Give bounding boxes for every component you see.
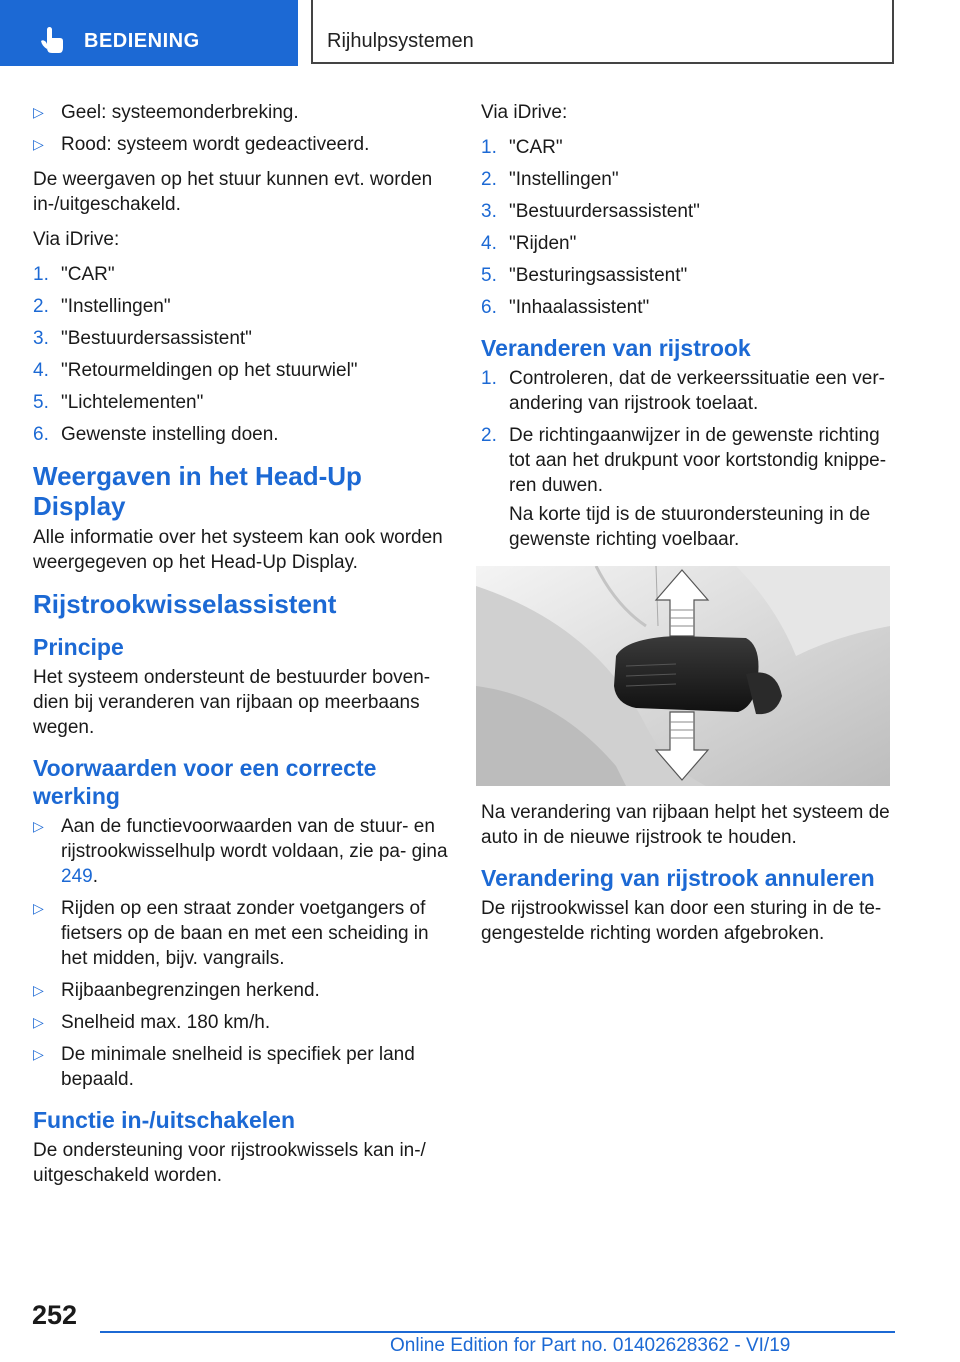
page-header: [0, 0, 960, 66]
triangle-right-icon: ▷: [33, 818, 44, 834]
heading-principe: Principe: [33, 634, 124, 660]
heading-assistent: Rijstrookwisselassistent: [33, 589, 337, 619]
footer-divider: [100, 1331, 895, 1333]
heading-annuleren: Verandering van rijstrook annuleren: [481, 865, 875, 891]
list-item: 1. Controleren, dat de verkeerssituatie een ver- andering van rijstrook toelaat.: [481, 368, 885, 414]
conditions-list: [33, 814, 448, 1092]
page-number: 252: [32, 1300, 78, 1330]
heading-hud: Weergaven in het Head-Up Display: [33, 461, 362, 521]
change-steps: [481, 366, 896, 552]
via-idrive-label: Via iDrive:: [481, 102, 568, 123]
triangle-right-icon: ▷: [33, 1046, 44, 1062]
heading-veranderen: Veranderen van rijstrook: [481, 335, 751, 361]
list-item: ▷ Snelheid max. 180 km/h.: [33, 1012, 271, 1033]
list-item: 3. "Bestuurdersassistent": [481, 201, 700, 222]
list-item: 5. "Lichtelementen": [33, 392, 204, 413]
list-item: ▷ Aan de functievoorwaarden van de stuur- en rijstrookwisselhulp wordt voldaan, zie pa- gina 249.: [33, 816, 448, 887]
list-item: 4. "Retourmeldingen op het stuurwiel": [33, 360, 358, 381]
edition-text: Online Edition for Part no. 01402628362 - VI/19: [390, 1335, 791, 1356]
triangle-right-icon: ▷: [33, 982, 44, 998]
list-item: 6. "Inhaalassistent": [481, 297, 650, 318]
section-label: BEDIENING: [84, 30, 200, 52]
section-tab: [0, 0, 298, 66]
list-item: ▷ Geel: systeemonderbreking.: [33, 102, 299, 123]
page-link[interactable]: 249: [61, 866, 93, 887]
list-item: 4. "Rijden": [481, 233, 577, 254]
list-item: 5. "Besturingsassistent": [481, 265, 688, 286]
right-column: [481, 100, 896, 956]
heading-voorwaarden: Voorwaarden voor een correcte werking: [33, 755, 377, 809]
list-item: 2. De richtingaanwijzer in de gewenste richting tot aan het drukpunt voor kortstondig knippe- ren duwen. Na korte tijd is de stuurondersteuning in de gewenste richting voelbaar.: [481, 423, 896, 552]
list-item: 1. "CAR": [33, 264, 115, 285]
paragraph-annuleren: De rijstrookwissel kan door een sturing in de te- gengestelde richting worden afgebroken.: [481, 898, 882, 944]
triangle-right-icon: ▷: [33, 104, 44, 120]
triangle-right-icon: ▷: [33, 900, 44, 916]
list-item: ▷ Rijbaanbegrenzingen herkend.: [33, 980, 320, 1001]
list-item: ▷ Rood: systeem wordt gedeactiveerd.: [33, 134, 370, 155]
list-item: 3. "Bestuurdersassistent": [33, 328, 252, 349]
paragraph-functie: De ondersteuning voor rijstrookwissels kan in-/ uitgeschakeld worden.: [33, 1140, 426, 1186]
via-idrive-label: Via iDrive:: [33, 229, 120, 250]
chapter-label: Rijhulpsystemen: [327, 30, 474, 52]
triangle-right-icon: ▷: [33, 136, 44, 152]
hand-pointer-icon: [38, 26, 66, 54]
turn-signal-lever-illustration: [476, 566, 890, 786]
paragraph-after: Na verandering van rijbaan helpt het systeem de auto in de nieuwe rijstrook te houden.: [481, 802, 890, 848]
list-item: ▷ Rijden op een straat zonder voetgangers of fietsers op de baan en met een scheiding in het midden, bijv. vangrails.: [33, 898, 429, 969]
list-item: 6. Gewenste instelling doen.: [33, 424, 279, 445]
list-item: 1. "CAR": [481, 137, 563, 158]
list-item: ▷ De minimale snelheid is specifiek per land bepaald.: [33, 1044, 415, 1090]
paragraph-display: De weergaven op het stuur kunnen evt. worden in-/uitgeschakeld.: [33, 169, 433, 215]
paragraph-hud: Alle informatie over het systeem kan ook worden weergegeven op het Head-Up Display.: [33, 527, 443, 573]
triangle-right-icon: ▷: [33, 1014, 44, 1030]
sub-note: Na korte tijd is de stuurondersteuning in de gewenste richting voelbaar.: [509, 504, 871, 550]
idrive-steps-right: [481, 135, 896, 320]
chapter-tab: [311, 0, 894, 64]
heading-functie: Functie in-/uitschakelen: [33, 1107, 295, 1133]
left-column: [33, 100, 448, 1198]
idrive-steps-left: [33, 262, 448, 447]
paragraph-principe: Het systeem ondersteunt de bestuurder boven- dien bij veranderen van rijbaan op meerbaans wegen.: [33, 667, 431, 738]
status-list: [33, 100, 448, 157]
list-item: 2. "Instellingen": [33, 296, 171, 317]
list-item: 2. "Instellingen": [481, 169, 619, 190]
